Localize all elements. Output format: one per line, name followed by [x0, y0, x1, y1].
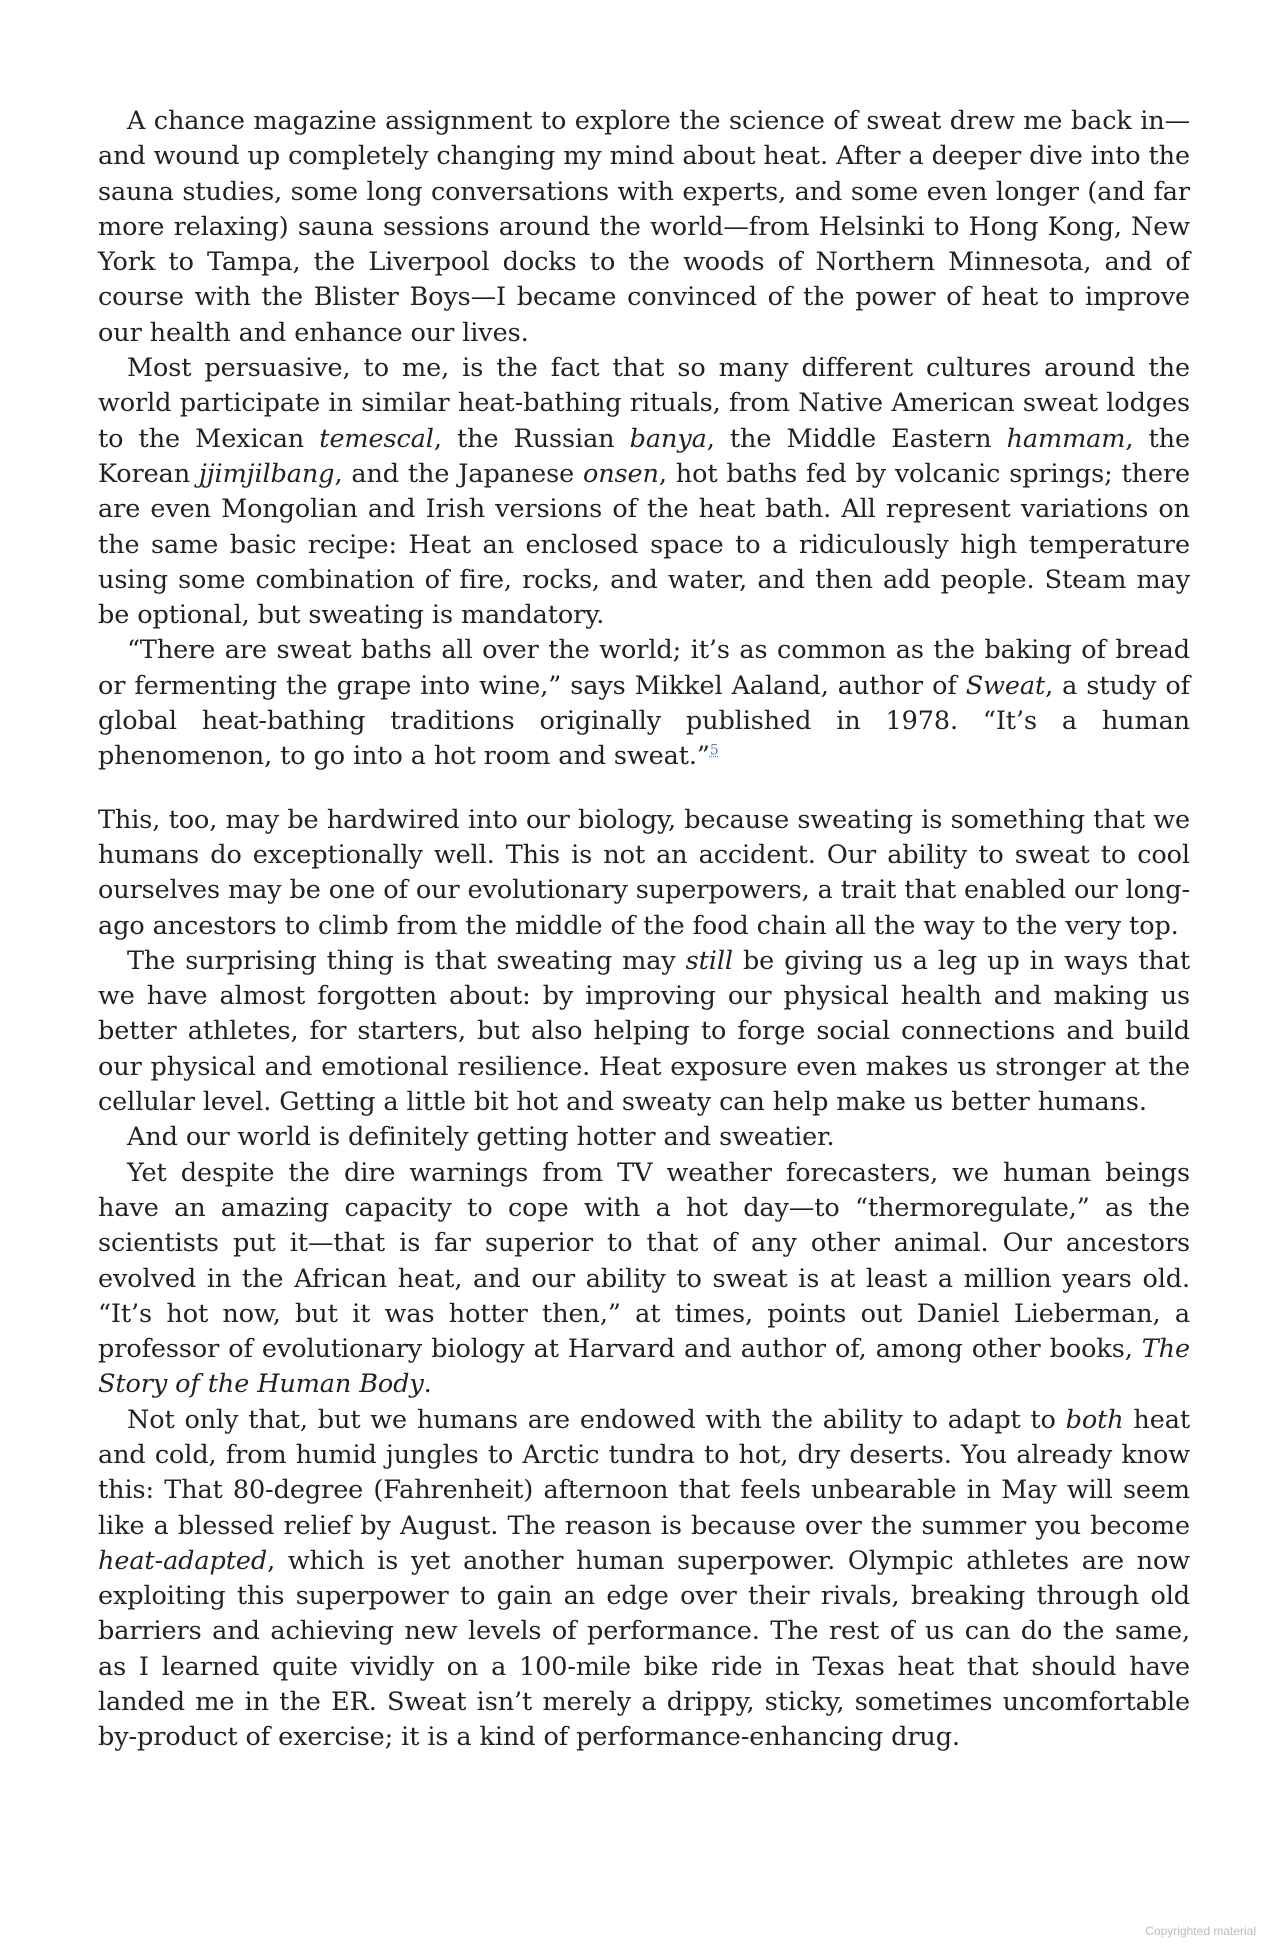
italic-text: Sweat	[965, 670, 1046, 701]
paragraph-text: Not only that, but we humans are endowed with the ability to adapt to	[127, 1404, 1066, 1435]
italic-text: still	[685, 945, 733, 976]
body-paragraph	[98, 351, 1190, 633]
paragraph-text: , and the Japanese	[334, 458, 583, 489]
paragraph-text: The surprising thing is that sweating may	[127, 945, 686, 976]
paragraph-text: be giving us a leg up in ways that we have almost forgotten about: by improving our physical health and making us better athletes, for starters, but also helping to forge social connections and build our physical and emotional resilience. Heat exposure even makes us stronger at the cellular level. Getting a little bit hot and sweaty can help make us better humans.	[98, 945, 1190, 1118]
paragraph-text: , the Russian	[433, 423, 630, 454]
italic-text: banya	[629, 423, 707, 454]
footnote-reference-link[interactable]: 5	[709, 742, 719, 759]
paragraph-text: Most persuasive, to me, is the fact that so many different cultures around the world participate in similar heat-bathing rituals, from Native American sweat lodges to the Mexican	[98, 353, 1190, 454]
paragraph-text: .	[423, 1369, 432, 1400]
paragraph-text: A chance magazine assignment to explore the science of sweat drew me back in—and wound up completely changing my mind about heat. After a deeper dive into the sauna studies, some long conversations with experts, and some even longer (and far more relaxing) sauna sessions around the world—from Helsinki to Hong Kong, New York to Tampa, the Liverpool docks to the woods of Northern Minnesota, and of course with the Blister Boys—I became convinced of the power of heat to improve our health and enhance our lives.	[98, 106, 1190, 348]
paragraph-text: Yet despite the dire warnings from TV weather forecasters, we human beings have an amazing capacity to cope with a hot day—to “thermoregulate,” as the scientists put it—that is far superior to that of any other animal. Our ancestors evolved in the African heat, and our ability to sweat is at least a million years old. “It’s hot now, but it was hotter then,” at times, points out Daniel Lieberman, a professor of evolutionary biology at Harvard and author of, among other books,	[98, 1157, 1190, 1365]
paragraph-text: , which is yet another human superpower. Olympic athletes are now exploiting this superpower to gain an edge over their rivals, breaking through old barriers and achieving new levels of performance. The rest of us can do the same, as I learned quite vividly on a 100-mile bike ride in Texas heat that should have landed me in the ER. Sweat isn’t merely a drippy, sticky, sometimes uncomfortable by-product of exercise; it is a kind of performance-enhancing drug.	[98, 1545, 1190, 1753]
body-paragraph	[98, 1403, 1190, 1756]
italic-text: heat-adapted	[98, 1545, 268, 1576]
copyright-watermark: Copyrighted material	[1145, 1924, 1256, 1938]
body-paragraph	[98, 633, 1190, 774]
italic-text: temescal	[319, 423, 434, 454]
body-paragraph	[98, 1156, 1190, 1403]
paragraph-text: And our world is definitely getting hotter and sweatier.	[127, 1122, 835, 1153]
paragraph-text: “There are sweat baths all over the world; it’s as common as the baking of bread or fermenting the grape into wine,” says Mikkel Aaland, author of	[98, 635, 1190, 701]
paragraph-text: heat and cold, from humid jungles to Arctic tundra to hot, dry deserts. You already know this: That 80-degree (Fahrenheit) afternoon that feels unbearable in May will seem like a blessed relief by August. The reason is because over the summer you become	[98, 1404, 1190, 1541]
paragraph-text: , the Korean	[98, 423, 1190, 489]
paragraph-text: , hot baths fed by volcanic springs; there are even Mongolian and Irish versions of the heat bath. All represent variations on the same basic recipe: Heat an enclosed space to a ridiculously high temperature using some combination of fire, rocks, and water, and then add people. Steam may be optional, but sweating is mandatory.	[98, 458, 1191, 631]
body-paragraph	[98, 1120, 1190, 1155]
paragraph-text: , a study of global heat-bathing traditions originally published in 1978. “It’s a human phenomenon, to go into a hot room and sweat.”	[98, 670, 1191, 772]
paragraph-text: This, too, may be hardwired into our biology, because sweating is something that we humans do exceptionally well. This is not an accident. Our ability to sweat to cool ourselves may be one of our evolutionary superpowers, a trait that enabled our long-ago ancestors to climb from the middle of the food chain all the way to the very top.	[98, 804, 1190, 941]
book-page-body	[98, 104, 1190, 1756]
italic-text: jjimjilbang	[198, 458, 335, 489]
italic-text: hammam	[1006, 423, 1126, 454]
paragraph-text: , the Middle Eastern	[706, 423, 1007, 454]
body-paragraph	[98, 803, 1190, 944]
italic-text: both	[1065, 1404, 1124, 1435]
italic-text: The Story of the Human Body	[98, 1334, 1190, 1400]
body-paragraph	[98, 944, 1190, 1120]
section-break	[98, 775, 1190, 803]
body-paragraph	[98, 104, 1190, 351]
italic-text: onsen	[582, 458, 659, 489]
